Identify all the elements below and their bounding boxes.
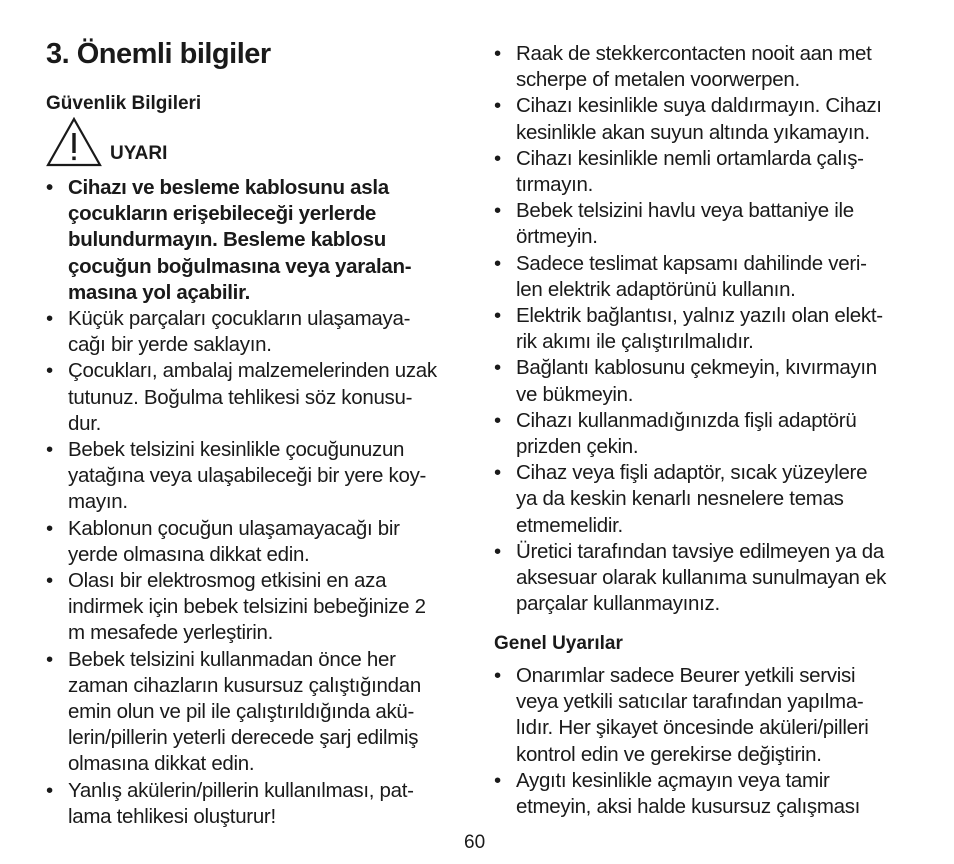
section-title-general-warnings: Genel Uyarılar: [494, 633, 623, 654]
list-item-line: kontrol edin ve gerekirse değiştirin.: [516, 742, 822, 766]
list-item-line: ve bükmeyin.: [516, 382, 634, 406]
list-item: [46, 568, 466, 647]
list-item-line: • Olası bir elektrosmog etkisini en aza: [68, 569, 387, 593]
list-item-line: yerde olmasına dikkat edin.: [68, 542, 310, 566]
list-item-line: m mesafede yerleştirin.: [68, 621, 274, 645]
list-item: [494, 251, 914, 303]
list-item-line: len elektrik adaptörünü kullanın.: [516, 277, 796, 301]
page-title: 3. Önemli bilgiler: [46, 38, 271, 70]
list-item-line: • Bebek telsizini kesinlikle çocuğunuzun: [68, 438, 405, 462]
list-item-line: • Çocukları, ambalaj malzemelerinden uzak: [68, 359, 437, 383]
list-item-line: yatağına veya ulaşabileceği bir yere koy-: [68, 464, 427, 488]
list-item-line: • Bebek telsizini havlu veya battaniye ile: [516, 199, 854, 223]
list-item: [46, 358, 466, 437]
list-item: [46, 437, 466, 516]
list-item-line: tutunuz. Boğulma tehlikesi söz konusu-: [68, 385, 413, 409]
list-item-line: • Yanlış akülerin/pillerin kullanılması, pat-: [68, 778, 414, 802]
list-item: [494, 93, 914, 145]
list-item-line: tırmayın.: [516, 173, 594, 197]
list-item: [494, 41, 914, 93]
safety-list: [46, 175, 466, 830]
list-item: [494, 146, 914, 198]
list-item-line: • Bağlantı kablosunu çekmeyin, kıvırmayın: [516, 356, 877, 380]
list-item-line: örtmeyin.: [516, 225, 598, 249]
list-item-line: lıdır. Her şikayet öncesinde aküleri/pilleri: [516, 716, 869, 740]
list-item-line: • Onarımlar sadece Beurer yetkili servisi: [516, 664, 856, 687]
general-warnings-list: [494, 663, 914, 820]
list-item-line: bulundurmayın. Besleme kablosu: [68, 228, 386, 252]
list-item-line: • Elektrik bağlantısı, yalnız yazılı olan elekt-: [516, 304, 883, 328]
list-item-line: • Cihazı kesinlikle suya daldırmayın. Cihazı: [516, 94, 882, 118]
list-item-line: zaman cihazların kusursuz çalıştığından: [68, 673, 421, 697]
list-item-line: • Üretici tarafından tavsiye edilmeyen ya da: [516, 539, 884, 563]
list-item-line: lama tehlikesi oluşturur!: [68, 804, 276, 828]
list-item: [46, 778, 466, 830]
list-item-line: • Cihaz veya fişli adaptör, sıcak yüzeylere: [516, 461, 868, 485]
list-item-line: • Cihazı kesinlikle nemli ortamlarda çalış-: [516, 146, 864, 170]
list-item-line: • Sadece teslimat kapsamı dahilinde veri-: [516, 251, 867, 275]
list-item-line: • Küçük parçaları çocukların ulaşamaya-: [68, 307, 411, 331]
list-item: [494, 355, 914, 407]
list-item-line: cağı bir yerde saklayın.: [68, 333, 272, 357]
list-item-line: olmasına dikkat edin.: [68, 752, 255, 776]
list-item-line: • Bebek telsizini kullanmadan önce her: [68, 647, 396, 671]
list-item-line: emin olun ve pil ile çalıştırıldığında akü-: [68, 700, 415, 724]
list-item: [494, 303, 914, 355]
list-item-line: veya yetkili satıcılar tarafından yapılma-: [516, 690, 864, 714]
list-item: [46, 175, 466, 306]
list-item: [494, 408, 914, 460]
list-item-line: scherpe of metalen voorwerpen.: [516, 68, 800, 92]
list-item-line: • Cihazı kullanmadığınızda fişli adaptörü: [516, 408, 857, 432]
list-item-line: • Kablonun çocuğun ulaşamayacağı bir: [68, 516, 400, 540]
list-item-line: • Raak de stekkercontacten nooit aan met: [516, 42, 872, 65]
list-item-line: • Aygıtı kesinlikle açmayın veya tamir: [516, 768, 830, 792]
list-item-line: kesinlikle akan suyun altında yıkamayın.: [516, 120, 870, 144]
list-item-line: çocukların erişebileceği yerlerde: [68, 202, 377, 226]
list-item-line: indirmek için bebek telsizini bebeğinize 2: [68, 595, 426, 619]
list-item: [494, 460, 914, 539]
list-item-line: parçalar kullanmayınız.: [516, 592, 720, 616]
list-item-line: etmemelidir.: [516, 513, 623, 537]
list-item-line: • Cihazı ve besleme kablosunu asla: [68, 176, 389, 199]
list-item-line: etmeyin, aksi halde kusursuz çalışması: [516, 795, 861, 819]
list-item: [494, 663, 914, 768]
list-item-line: masına yol açabilir.: [68, 280, 251, 304]
list-item-line: prizden çekin.: [516, 435, 639, 459]
warning-triangle-icon: [46, 117, 102, 167]
section-title-safety: Güvenlik Bilgileri: [46, 93, 202, 114]
list-item: [46, 516, 466, 568]
list-item-line: rik akımı ile çalıştırılmalıdır.: [516, 330, 754, 354]
list-item: [46, 306, 466, 358]
list-item-line: ya da keskin kenarlı nesnelere temas: [516, 487, 844, 511]
page-number: 60: [464, 832, 486, 853]
list-item-line: mayın.: [68, 490, 128, 514]
list-item-line: aksesuar olarak kullanıma sunulmayan ek: [516, 566, 887, 590]
list-item: [494, 198, 914, 250]
list-item-line: lerin/pillerin yeterli derecede şarj edilmiş: [68, 726, 419, 750]
list-item: [494, 768, 914, 820]
warning-label: UYARI: [110, 143, 168, 164]
list-item: [46, 647, 466, 778]
list-item: [494, 539, 914, 618]
list-item-line: çocuğun boğulmasına veya yaralan-: [68, 254, 412, 278]
safety-list-continued: [494, 41, 914, 617]
list-item-line: dur.: [68, 411, 101, 435]
